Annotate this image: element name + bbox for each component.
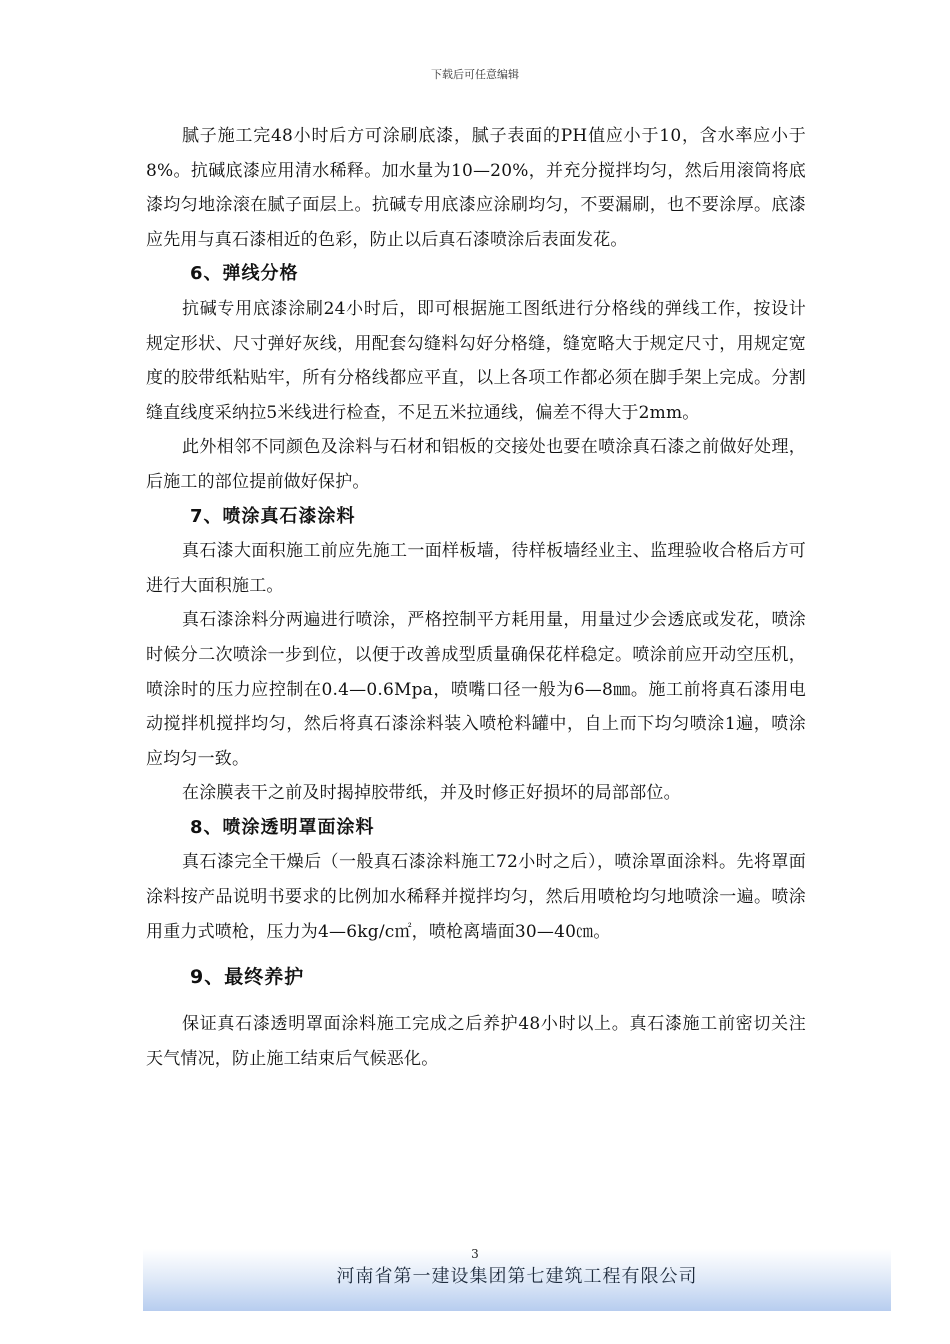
paragraph-tape-removal: 在涂膜表干之前及时揭掉胶带纸，并及时修正好损坏的局部部位。 [182, 783, 681, 804]
section-heading-9: 9、最终养护 [190, 966, 305, 989]
header-note: 下载后可任意编辑 [431, 68, 519, 81]
page-number: 3 [471, 1247, 479, 1261]
section-heading-7: 7、喷涂真石漆涂料 [190, 505, 356, 527]
paragraph-line-marking: 抗碱专用底漆涂刷24小时后，即可根据施工图纸进行分格线的弹线工作，按设计规定形状、尺寸弹好灰线，用配套勾缝料勾好分格缝，缝宽略大于规定尺寸，用规定宽度的胶带纸粘贴牢，所有分格线都应平直，以上各项工作都必须在脚手架上完成。分割缝直线度采纳拉5米线进行检查，不足五米拉通线，偏差不得大于2mm。 [146, 298, 806, 423]
footer-company-name: 河南省第一建设集团第七建筑工程有限公司 [336, 1266, 698, 1287]
paragraph-primer: 腻子施工完48小时后方可涂刷底漆，腻子表面的PH值应小于10，含水率应小于8%。抗碱底漆应用清水稀释。加水量为10—20%，并充分搅拌均匀，然后用滚筒将底漆均匀地涂滚在腻子面层上。抗碱专用底漆应涂刷均匀，不要漏刷，也不要涂厚。底漆应先用与真石漆相近的色彩，防止以后真石漆喷涂后表面发花。 [146, 126, 806, 250]
document-body [146, 119, 806, 1076]
paragraph-sample-wall: 真石漆大面积施工前应先施工一面样板墙，待样板墙经业主、监理验收合格后方可进行大面积施工。 [146, 541, 806, 596]
section-heading-8: 8、喷涂透明罩面涂料 [190, 816, 375, 838]
paragraph-topcoat: 真石漆完全干燥后（一般真石漆涂料施工72小时之后），喷涂罩面涂料。先将罩面涂料按产品说明书要求的比例加水稀释并搅拌均匀，然后用喷枪均匀地喷涂一遍。喷涂用重力式喷枪，压力为4—6kg/c㎡，喷枪离墙面30—40㎝。 [146, 852, 806, 942]
paragraph-spraying: 真石漆涂料分两遍进行喷涂，严格控制平方耗用量，用量过少会透底或发花，喷涂时候分二次喷涂一步到位，以便于改善成型质量确保花样稳定。喷涂前应开动空压机，喷涂时的压力应控制在0.4—0.6Mpa，喷嘴口径一般为6—8㎜。施工前将真石漆用电动搅拌机搅拌均匀，然后将真石漆涂料装入喷枪料罐中，自上而下均匀喷涂1遍，喷涂应均匀一致。 [146, 610, 806, 769]
section-heading-6: 6、弹线分格 [190, 263, 299, 285]
paragraph-junction-protection: 此外相邻不同颜色及涂料与石材和铝板的交接处也要在喷涂真石漆之前做好处理，后施工的部位提前做好保护。 [146, 437, 806, 492]
paragraph-curing: 保证真石漆透明罩面涂料施工完成之后养护48小时以上。真石漆施工前密切关注天气情况，防止施工结束后气候恶化。 [146, 1014, 806, 1069]
